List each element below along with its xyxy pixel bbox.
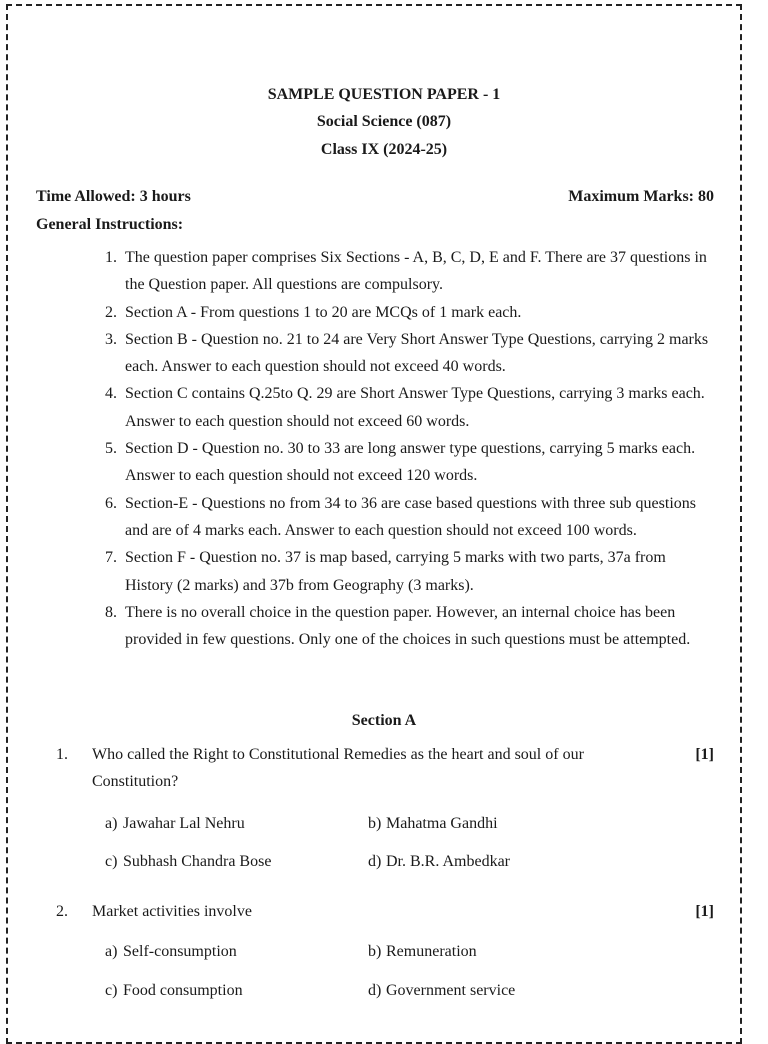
option-a[interactable] (105, 943, 237, 961)
instruction-number: 8. (105, 603, 117, 621)
instruction-text: Section D - Question no. 30 to 33 are long answer type questions, carrying 5 marks each. Answer to each question should not exceed 120 words. (125, 440, 696, 485)
paper-meta (36, 188, 714, 206)
maximum-marks: Maximum Marks: 80 (568, 188, 714, 205)
option-text: Food consumption (123, 982, 243, 999)
option-b[interactable] (368, 943, 477, 961)
option-d[interactable] (368, 853, 510, 871)
instruction-item (105, 544, 717, 599)
option-label: d) (368, 853, 382, 870)
option-text: Jawahar Lal Nehru (123, 815, 245, 832)
instruction-number: 2. (105, 303, 117, 321)
instruction-item (105, 490, 717, 545)
question-text: Who called the Right to Constitutional Remedies as the heart and soul of our Constitution? (92, 746, 584, 790)
instruction-item (105, 299, 717, 326)
question-2 (56, 898, 716, 925)
instruction-item (105, 380, 717, 435)
instruction-text: Section-E - Questions no from 34 to 36 are case based questions with three sub questions and are of 4 marks each. Answer to each question should not exceed 100 words. (125, 494, 696, 539)
option-c[interactable] (105, 982, 243, 1000)
question-marks: [1] (695, 903, 714, 920)
option-label: b) (368, 815, 382, 832)
instruction-item (105, 435, 717, 490)
instruction-text: There is no overall choice in the question paper. However, an internal choice has been provided in few questions. Only one of the choices in such questions must be attempted. (125, 603, 691, 649)
time-allowed: Time Allowed: 3 hours (36, 188, 191, 205)
option-text: Government service (386, 982, 516, 999)
option-label: b) (368, 943, 382, 960)
instruction-text: Section A - From questions 1 to 20 are MCQs of 1 mark each. (125, 303, 522, 321)
option-b[interactable] (368, 815, 498, 833)
instruction-text: Section C contains Q.25to Q. 29 are Short Answer Type Questions, carrying 3 marks each. Answer to each question should not exceed 60 words. (125, 385, 705, 430)
instruction-number: 4. (105, 385, 117, 403)
option-d[interactable] (368, 982, 515, 1000)
option-text: Dr. B.R. Ambedkar (386, 853, 510, 870)
instruction-item (105, 244, 717, 299)
option-label: a) (105, 815, 118, 832)
general-instructions-heading: General Instructions: (36, 216, 184, 233)
instruction-text: Section B - Question no. 21 to 24 are Very Short Answer Type Questions, carrying 2 marks each. Answer to each question should not exceed 40 words. (125, 330, 709, 376)
option-label: c) (105, 853, 118, 870)
instruction-number: 5. (105, 440, 117, 458)
option-text: Subhash Chandra Bose (123, 853, 272, 870)
instructions-list (105, 244, 717, 653)
instruction-text: Section F - Question no. 37 is map based, carrying 5 marks with two parts, 37a from History (2 marks) and 37b from Geography (3 marks). (125, 549, 666, 594)
option-a[interactable] (105, 815, 245, 833)
question-1 (56, 741, 716, 795)
section-a-heading: Section A (351, 712, 417, 729)
question-marks: [1] (695, 746, 714, 763)
instruction-number: 1. (105, 249, 117, 266)
option-text: Self-consumption (123, 943, 237, 960)
option-text: Mahatma Gandhi (386, 815, 498, 832)
question-number: 2. (56, 903, 68, 920)
option-label: d) (368, 982, 382, 999)
paper-title: SAMPLE QUESTION PAPER - 1 (267, 86, 501, 103)
class-title: Class IX (2024-25) (320, 141, 448, 158)
instruction-item (105, 326, 717, 381)
instruction-number: 7. (105, 549, 117, 567)
option-text: Remuneration (386, 943, 477, 960)
option-c[interactable] (105, 853, 271, 871)
option-label: a) (105, 943, 118, 960)
question-text: Market activities involve (92, 903, 252, 920)
instruction-item (105, 599, 717, 654)
instruction-number: 6. (105, 494, 117, 512)
question-number: 1. (56, 746, 68, 763)
instruction-text: The question paper comprises Six Sections - A, B, C, D, E and F. There are 37 questions in the Question paper. All questions are compulsory. (125, 249, 707, 294)
option-label: c) (105, 982, 118, 999)
instruction-number: 3. (105, 330, 117, 348)
subject-title: Social Science (087) (316, 113, 452, 130)
